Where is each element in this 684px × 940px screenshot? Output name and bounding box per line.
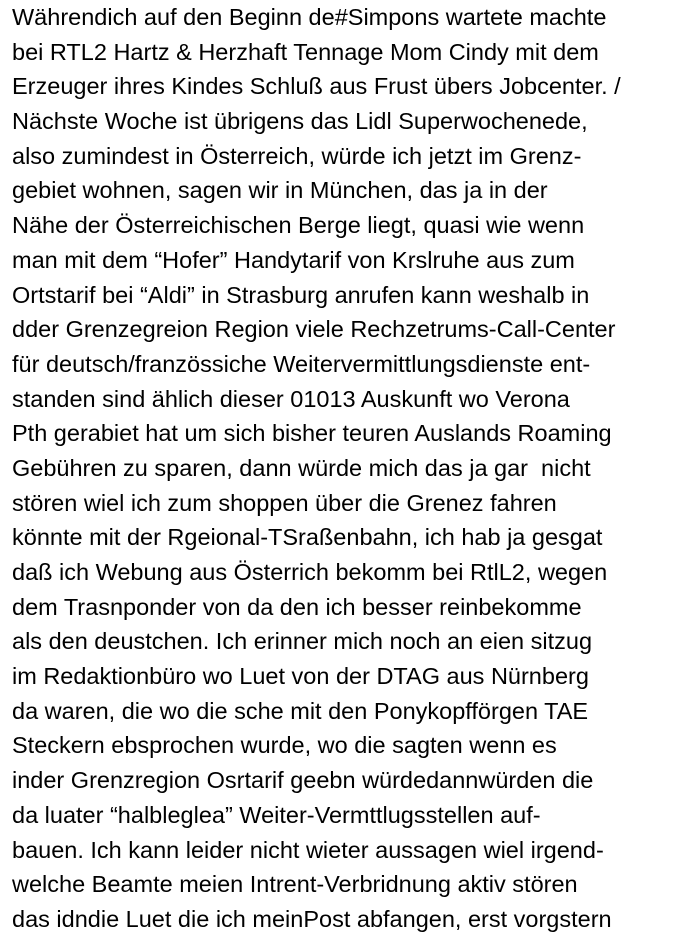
text-line: gebiet wohnen, sagen wir in München, das ja in der: [12, 177, 548, 204]
body-text: [12, 0, 680, 937]
text-line: da waren, die wo die sche mit den Ponykopfförgen TAE: [12, 697, 589, 724]
text-line: stören wiel ich zum shoppen über die Grenez fahren: [12, 489, 557, 516]
text-line: Nähe der Österreichischen Berge liegt, quasi wie wenn: [12, 212, 585, 239]
text-line: das idndie Luet die ich meinPost abfangen, erst vorgstern: [12, 905, 612, 932]
text-line: daß ich Webung aus Österrich bekomm bei RtlL2, wegen: [12, 559, 608, 585]
text-line: dder Grenzegreion Region viele Rechzetrums-Call-Center: [12, 316, 616, 343]
text-line: inder Grenzregion Osrtarif geebn würdedannwürden die: [12, 767, 594, 794]
text-line: bauen. Ich kann leider nicht wieter aussagen wiel irgend-: [12, 836, 604, 863]
text-line: könnte mit der Rgeional-TSraßenbahn, ich hab ja gesgat: [12, 524, 603, 551]
text-line: im Redaktionbüro wo Luet von der DTAG aus Nürnberg: [12, 663, 589, 690]
text-line: da luater “halbleglea” Weiter-Vermttlugsstellen auf-: [12, 801, 541, 828]
text-line: welche Beamte meien Intrent-Verbridnung aktiv stören: [12, 871, 578, 898]
text-line: Nächste Woche ist übrigens das Lidl Superwochenede,: [12, 108, 588, 135]
text-line: Erzeuger ihres Kindes Schluß aus Frust übers Jobcenter. /: [12, 73, 621, 100]
text-line: also zumindest in Österreich, würde ich jetzt im Grenz-: [12, 142, 582, 169]
text-line: als den deustchen. Ich erinner mich noch an eien sitzug: [12, 628, 593, 655]
text-line: Pth gerabiet hat um sich bisher teuren Auslands Roaming: [12, 420, 612, 447]
text-line: Währendich auf den Beginn de#Simpons wartete machte: [12, 4, 607, 30]
text-line: standen sind ählich dieser 01013 Auskunft wo Verona: [12, 385, 570, 412]
text-line: Steckern ebsprochen wurde, wo die sagten wenn es: [12, 732, 557, 759]
text-line: für deutsch/französsiche Weitervermittlungsdienste ent-: [12, 350, 591, 377]
text-line: man mit dem “Hofer” Handytarif von Krslruhe aus zum: [12, 246, 575, 273]
text-line: bei RTL2 Hartz & Herzhaft Tennage Mom Cindy mit dem: [12, 38, 599, 65]
text-line: Ortstarif bei “Aldi” in Strasburg anrufen kann weshalb in: [12, 281, 590, 308]
text-line: Gebühren zu sparen, dann würde mich das ja gar nicht: [12, 454, 591, 481]
text-line: dem Trasnponder von da den ich besser reinbekomme: [12, 593, 582, 620]
